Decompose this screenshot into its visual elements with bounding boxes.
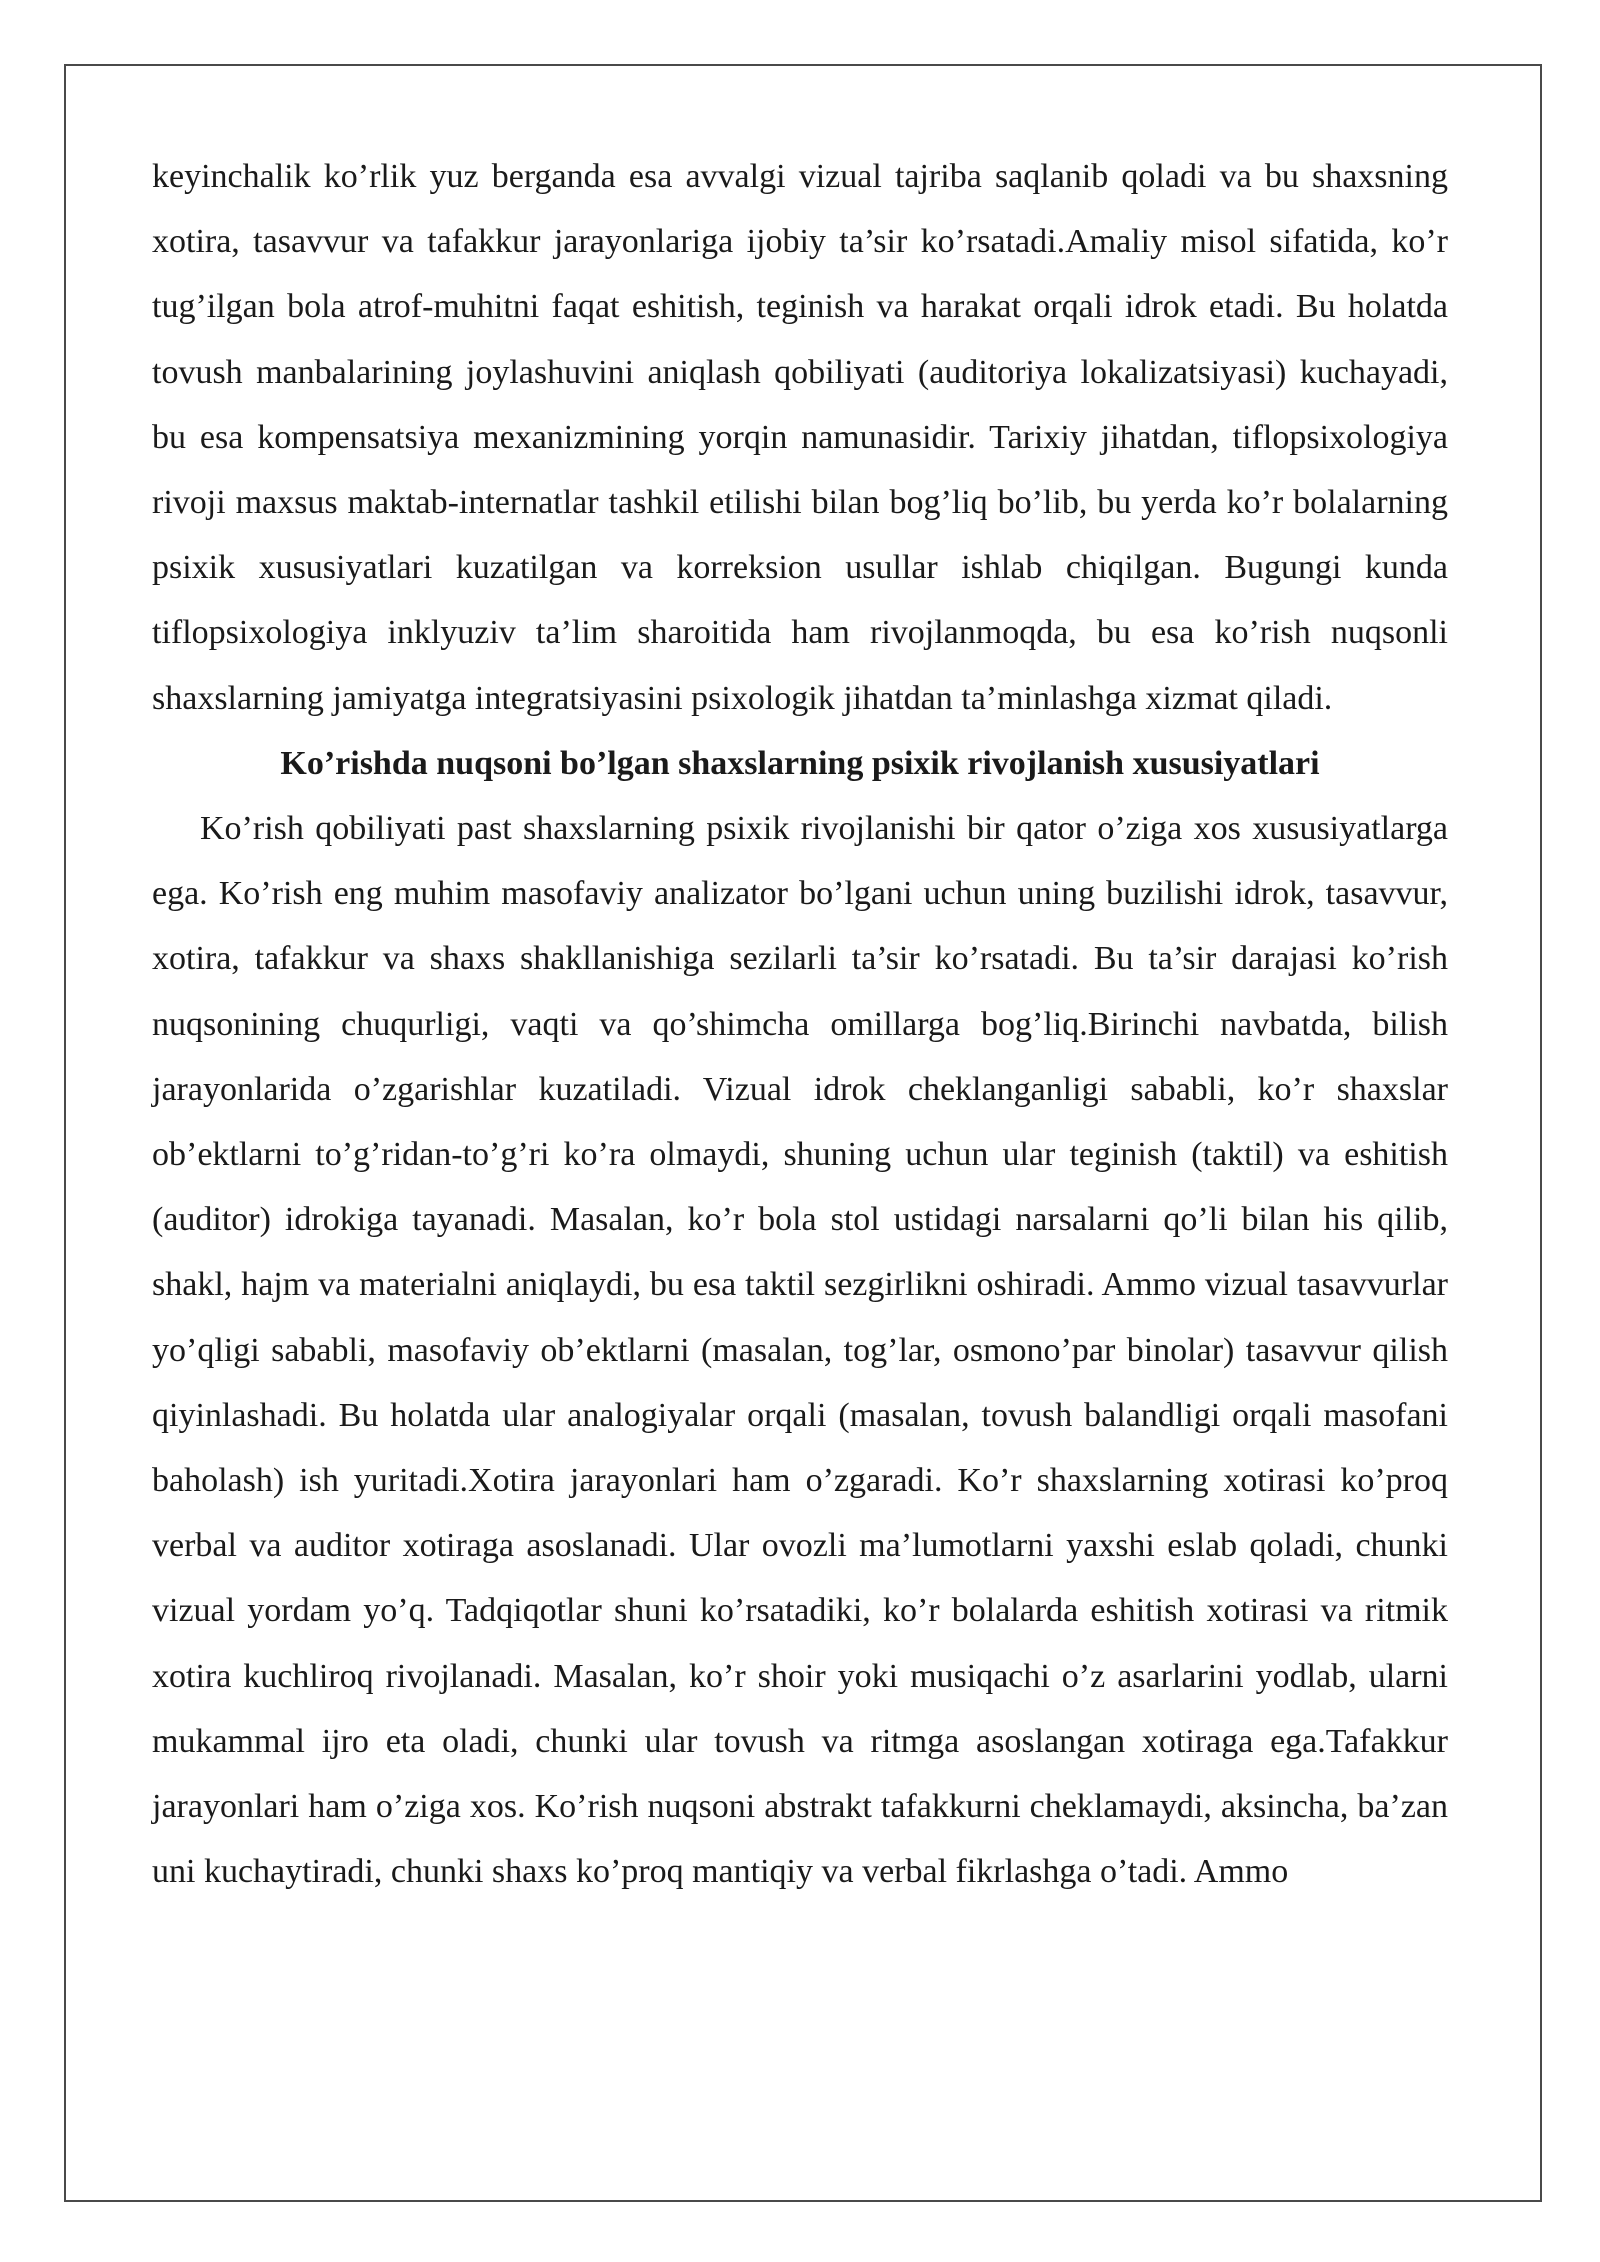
- paragraph-body: Ko’rish qobiliyati past shaxslarning psixik rivojlanishi bir qator o’ziga xos xususiyatlarga ega. Ko’rish eng muhim masofaviy analizator bo’lgani uchun uning buzilishi idrok, tasavvur, xotira, tafakkur va shaxs shakllanishiga sezilarli ta’sir ko’rsatadi. Bu ta’sir darajasi ko’rish nuqsonining chuqurligi, vaqti va qo’shimcha omillarga bog’liq.Birinchi navbatda, bilish jarayonlarida o’zgarishlar kuzatiladi. Vizual idrok cheklanganligi sababli, ko’r shaxslar ob’ektlarni to’g’ridan-to’g’ri ko’ra olmaydi, shuning uchun ular teginish (taktil) va eshitish (auditor) idrokiga tayanadi. Masalan, ko’r bola stol ustidagi narsalarni qo’li bilan his qilib, shakl, hajm va materialni aniqlaydi, bu esa taktil sezgirlikni oshiradi. Ammo vizual tasavvurlar yo’qligi sababli, masofaviy ob’ektlarni (masalan, tog’lar, osmono’par binolar) tasavvur qilish qiyinlashadi. Bu holatda ular analogiyalar orqali (masalan, tovush balandligi orqali masofani baholash) ish yuritadi.Xotira jarayonlari ham o’zgaradi. Ko’r shaxslarning xotirasi ko’proq verbal va auditor xotiraga asoslanadi. Ular ovozli ma’lumotlarni yaxshi eslab qoladi, chunki vizual yordam yo’q. Tadqiqotlar shuni ko’rsatadiki, ko’r bolalarda eshitish xotirasi va ritmik xotira kuchliroq rivojlanadi. Masalan, ko’r shoir yoki musiqachi o’z asarlarini yodlab, ularni mukammal ijro eta oladi, chunki ular tovush va ritmga asoslangan xotiraga ega.Tafakkur jarayonlari ham o’ziga xos. Ko’rish nuqsoni abstrakt tafakkurni cheklamaydi, aksincha, ba’zan uni kuchaytiradi, chunki shaxs ko’proq mantiqiy va verbal fikrlashga o’tadi. Ammo: [152, 810, 1448, 1891]
- document-body: [152, 144, 1448, 1904]
- paragraph-continuation: keyinchalik ko’rlik yuz berganda esa avvalgi vizual tajriba saqlanib qoladi va bu shaxsning xotira, tasavvur va tafakkur jarayonlariga ijobiy ta’sir ko’rsatadi.Amaliy misol sifatida, ko’r tug’ilgan bola atrof-muhitni faqat eshitish, teginish va harakat orqali idrok etadi. Bu holatda tovush manbalarining joylashuvini aniqlash qobiliyati (auditoriya lokalizatsiyasi) kuchayadi, bu esa kompensatsiya mexanizmining yorqin namunasidir. Tarixiy jihatdan, tiflopsixologiya rivoji maxsus maktab-internatlar tashkil etilishi bilan bog’liq bo’lib, bu yerda ko’r bolalarning psixik xususiyatlari kuzatilgan va korreksion usullar ishlab chiqilgan. Bugungi kunda tiflopsixologiya inklyuziv ta’lim sharoitida ham rivojlanmoqda, bu esa ko’rish nuqsonli shaxslarning jamiyatga integratsiyasini psixologik jihatdan ta’minlashga xizmat qiladi.: [152, 158, 1448, 717]
- section-heading: Ko’rishda nuqsoni bo’lgan shaxslarning psixik rivojlanish xususiyatlari: [280, 744, 1320, 782]
